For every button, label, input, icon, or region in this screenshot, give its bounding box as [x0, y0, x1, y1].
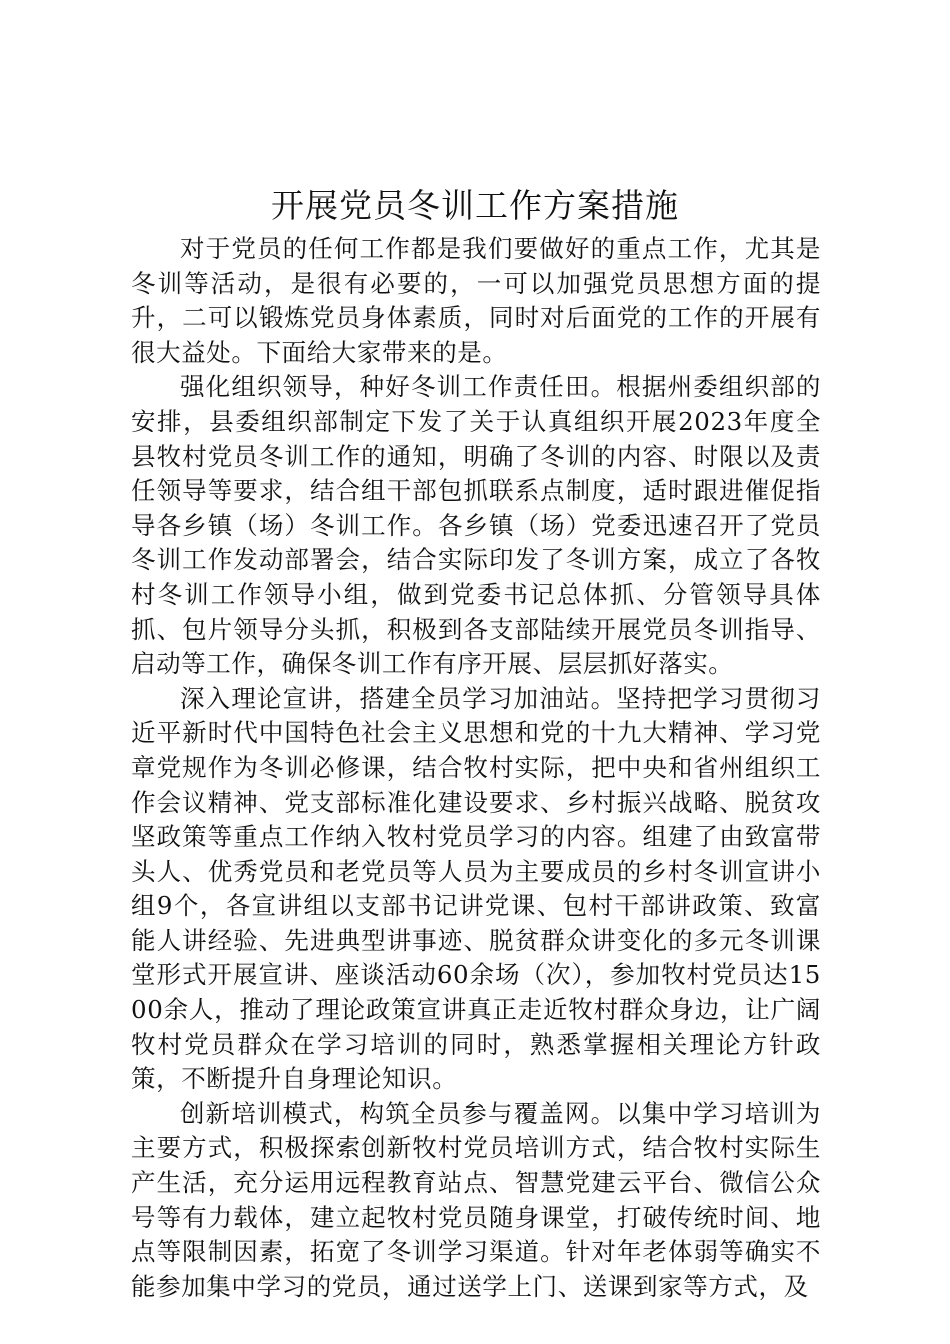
paragraph-organization-leadership: 强化组织领导，种好冬训工作责任田。根据州委组织部的安排，县委组织部制定下发了关于认真组织开展2023年度全县牧村党员冬训工作的通知，明确了冬训的内容、时限以及责任领导等要求，结合组干部包抓联系点制度，适时跟进催促指导各乡镇（场）冬训工作。各乡镇（场）党委迅速召开了党员冬训工作发动部署会，结合实际印发了冬训方案，成立了各牧村冬训工作领导小组，做到党委书记总体抓、分管领导具体抓、包片领导分头抓，积极到各支部陆续开展党员冬训指导、启动等工作，确保冬训工作有序开展、层层抓好落实。 [131, 372, 821, 679]
document-title: 开展党员冬训工作方案措施 [271, 186, 679, 225]
document-body [131, 232, 821, 1304]
paragraph-theory-lectures: 深入理论宣讲，搭建全员学习加油站。坚持把学习贯彻习近平新时代中国特色社会主义思想和党的十九大精神、学习党章党规作为冬训必修课，结合牧村实际，把中央和省州组织工作会议精神、党支部标准化建设要求、乡村振兴战略、脱贫攻坚政策等重点工作纳入牧村党员学习的内容。组建了由致富带头人、优秀党员和老党员等人员为主要成员的乡村冬训宣讲小组9个，各宣讲组以支部书记讲党课、包村干部讲政策、致富能人讲经验、先进典型讲事迹、脱贫群众讲变化的多元冬训课堂形式开展宣讲、座谈活动60余场（次），参加牧村党员达1500余人，推动了理论政策宣讲真正走近牧村群众身边，让广阔牧村党员群众在学习培训的同时，熟悉掌握相关理论方针政策，不断提升自身理论知识。 [131, 683, 821, 1094]
paragraph-training-model: 创新培训模式，构筑全员参与覆盖网。以集中学习培训为主要方式，积极探索创新牧村党员培训方式，结合牧村实际生产生活，充分运用远程教育站点、智慧党建云平台、微信公众号等有力载体，建立起牧村党员随身课堂，打破传统时间、地点等限制因素，拓宽了冬训学习渠道。针对年老体弱等确实不能参加集中学习的党员，通过送学上门、送课到家等方式，及 [131, 1098, 821, 1301]
paragraph-intro: 对于党员的任何工作都是我们要做好的重点工作，尤其是冬训等活动，是很有必要的，一可以加强党员思想方面的提升，二可以锻炼党员身体素质，同时对后面党的工作的开展有很大益处。下面给大家带来的是。 [131, 234, 821, 367]
